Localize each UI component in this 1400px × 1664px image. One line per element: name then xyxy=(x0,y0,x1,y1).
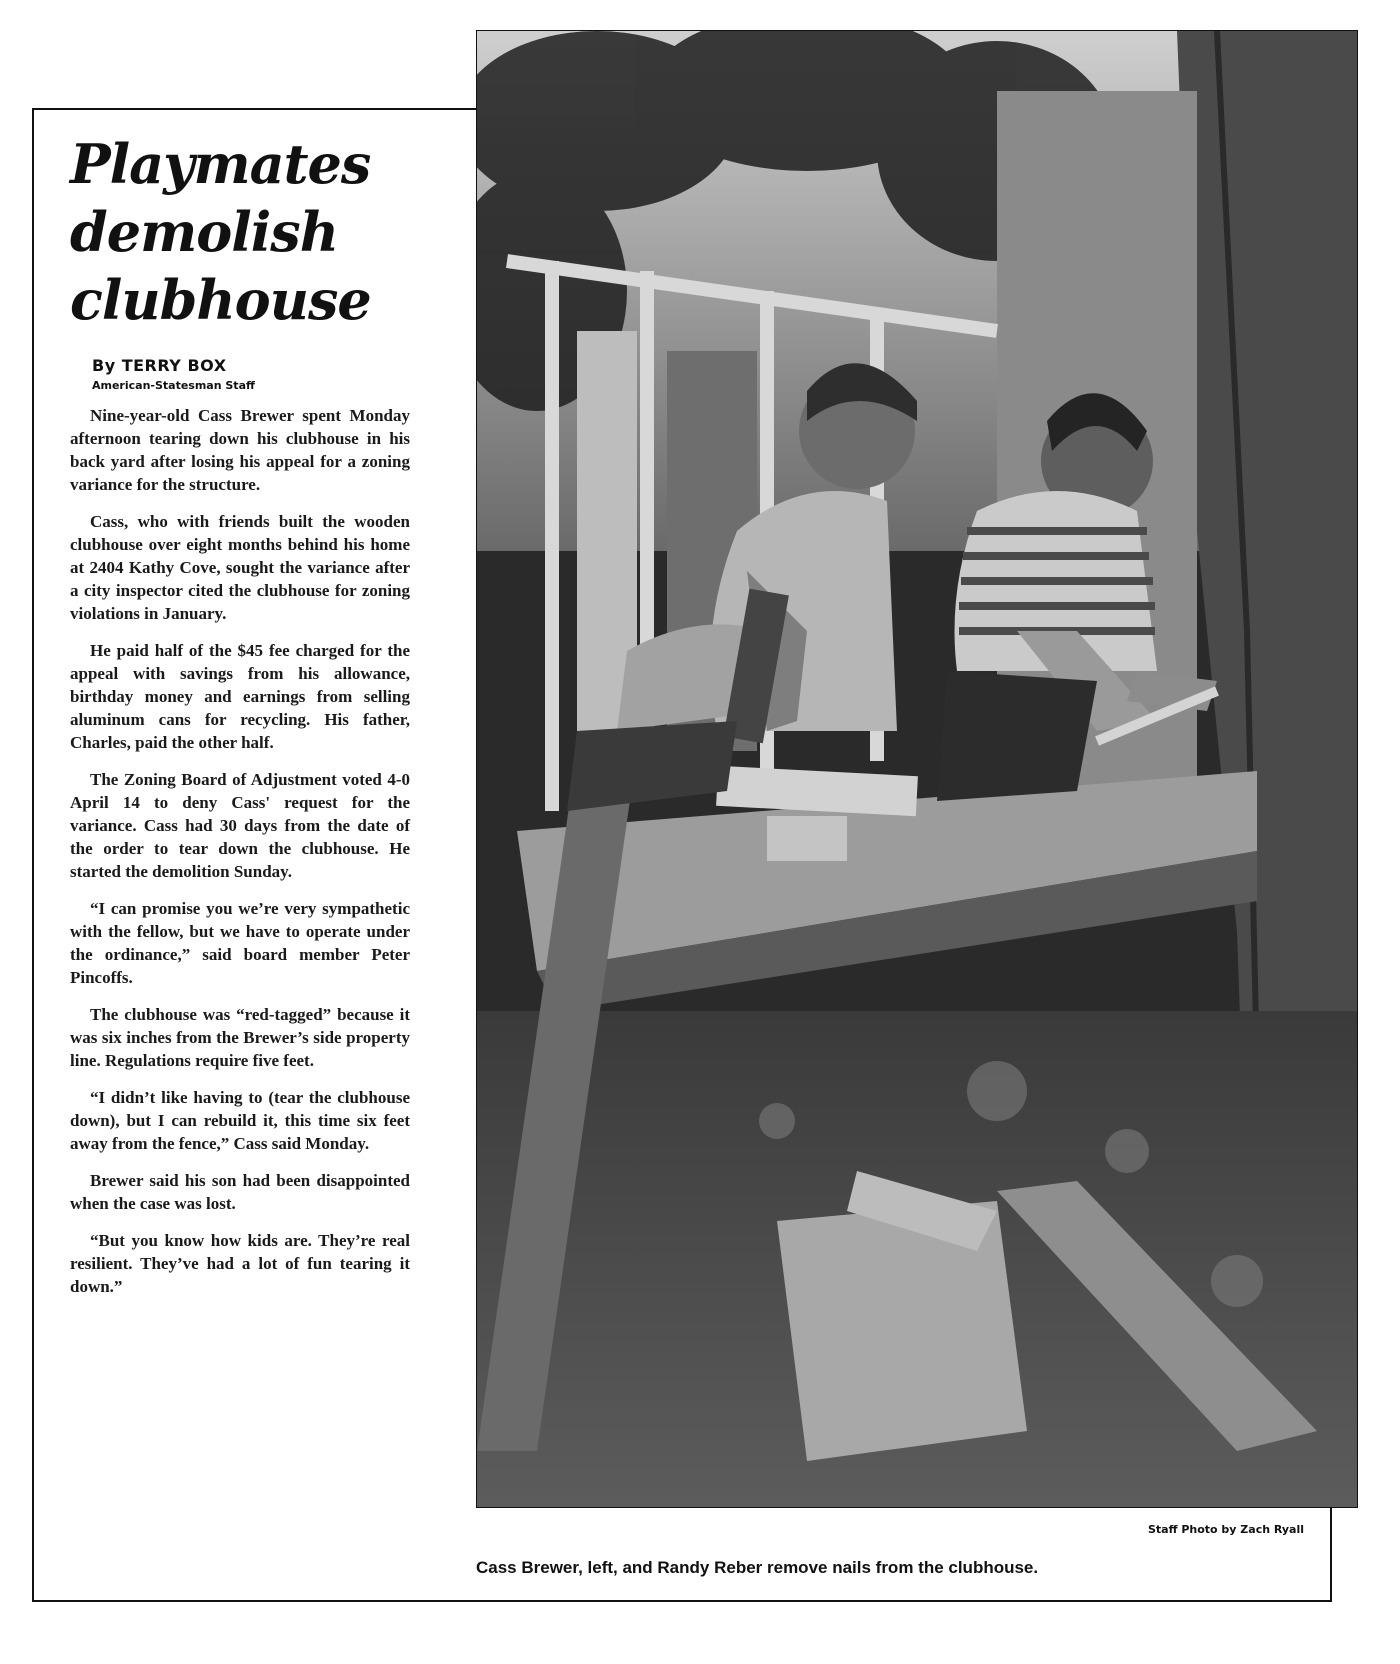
headline-line-3: clubhouse xyxy=(70,268,371,332)
photo-illustration xyxy=(477,31,1357,1507)
body-paragraph: “But you know how kids are. They’re real resilient. They’ve had a lot of fun tearing it down.” xyxy=(70,1231,410,1296)
body-paragraph: He paid half of the $45 fee charged for the appeal with savings from his allowance, birthday money and earnings from selling aluminum cans for recycling. His father, Charles, paid the other half. xyxy=(70,641,410,752)
body-paragraph: Nine-year-old Cass Brewer spent Monday afternoon tearing down his clubhouse in his back yard after losing his appeal for a zoning variance for the structure. xyxy=(70,406,410,494)
body-paragraph: Cass, who with friends built the wooden clubhouse over eight months behind his home at 2404 Kathy Cove, sought the variance after a city inspector cited the clubhouse for zoning violations in January. xyxy=(70,512,410,623)
headline-line-1: Playmates xyxy=(70,132,371,196)
body-paragraph: Brewer said his son had been disappointed when the case was lost. xyxy=(70,1171,410,1213)
headline-line-2: demolish xyxy=(70,200,338,264)
body-paragraph: The Zoning Board of Adjustment voted 4-0 April 14 to deny Cass' request for the variance. Cass had 30 days from the date of the order to tear down the clubhouse. He started the demolition Sunday. xyxy=(70,770,410,881)
news-photo xyxy=(476,30,1358,1508)
photo-credit: Staff Photo by Zach Ryall xyxy=(1147,1523,1304,1536)
byline-affiliation: American-Statesman Staff xyxy=(92,379,255,392)
story-column xyxy=(70,130,410,1312)
body-paragraph: “I didn’t like having to (tear the clubhouse down), but I can rebuild it, this time six feet away from the fence,” Cass said Monday. xyxy=(70,1088,410,1153)
body-paragraph: “I can promise you we’re very sympathetic with the fellow, but we have to operate under the ordinance,” said board member Peter Pincoffs. xyxy=(70,899,410,987)
photo-caption: Cass Brewer, left, and Randy Reber remove nails from the clubhouse. xyxy=(476,1558,1039,1577)
headline xyxy=(70,130,410,334)
body-paragraph: The clubhouse was “red-tagged” because it was six inches from the Brewer’s side property line. Regulations require five feet. xyxy=(70,1005,410,1070)
byline: By TERRY BOX xyxy=(92,356,227,375)
